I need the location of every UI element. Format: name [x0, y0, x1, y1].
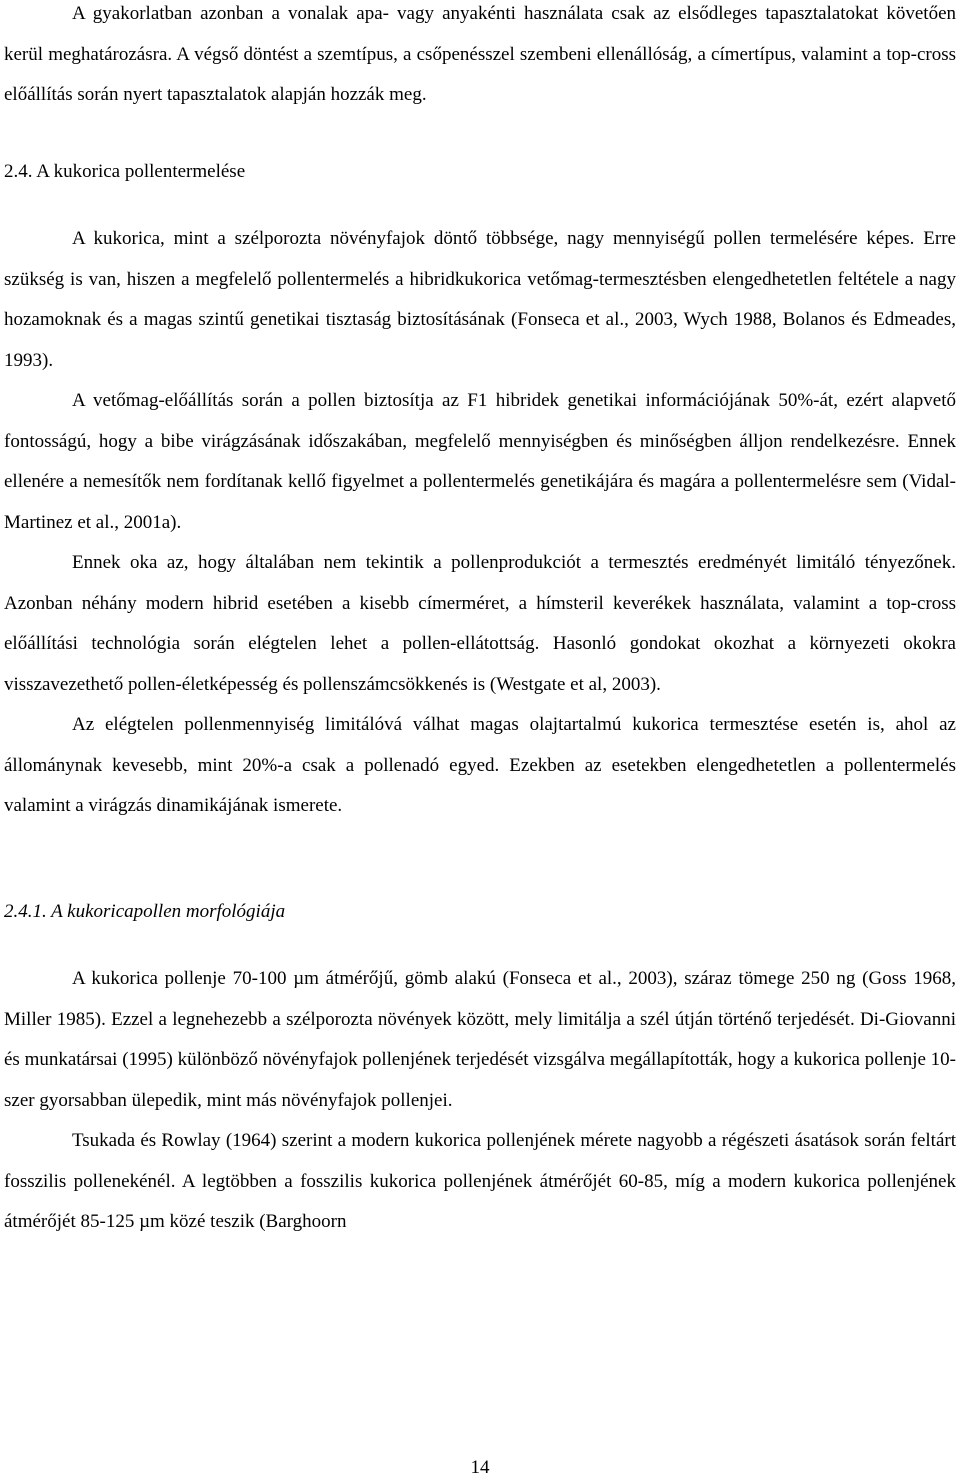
- paragraph-2-4-1-1: A kukorica pollenje 70-100 µm átmérőjű, gömb alakú (Fonseca et al., 2003), száraz tömege 250 ng (Goss 1968, Miller 1985). Ezzel a legnehezebb a szélporozta növények között, mely limitálja a szél útján történő terjedését. Di-Giovanni és munkatársai (1995) különböző növényfajok pollenjének terjedését vizsgálva megállapították, hogy a kukorica pollenje 10-szer gyorsabban ülepedik, mint más növényfajok pollenjei.: [4, 968, 956, 1111]
- page-number: 14: [470, 1457, 490, 1478]
- paragraph-2-4-2: A vetőmag-előállítás során a pollen biztosítja az F1 hibridek genetikai információjának 50%-át, ezért alapvető fontosságú, hogy a bibe virágzásának időszakában, megfelelő mennyiségben és minőségben álljon rendelkezésre. Ennek ellenére a nemesítők nem fordítanak kellő figyelmet a pollentermelés genetikájára és magára a pollentermelésre sem (Vidal-Martinez et al., 2001a).: [4, 390, 956, 533]
- section-heading-2-4: 2.4. A kukorica pollentermelése: [4, 160, 246, 182]
- paragraph-2-4-1: A kukorica, mint a szélporozta növényfajok döntő többsége, nagy mennyiségű pollen termelésére képes. Erre szükség is van, hiszen a megfelelő pollentermelés a hibridkukorica vetőmag-termesztésben elengedhetetlen feltétele a nagy hozamoknak és a magas szintű genetikai tisztaság biztosításának (Fonseca et al., 2003, Wych 1988, Bolanos és Edmeades, 1993).: [4, 228, 956, 371]
- paragraph-2-4-4: Az elégtelen pollenmennyiség limitálóvá válhat magas olajtartalmú kukorica termesztése esetén is, ahol az állománynak kevesebb, mint 20%-a csak a pollenadó egyed. Ezekben az esetekben elengedhetetlen a pollentermelés valamint a virágzás dinamikájának ismerete.: [4, 714, 956, 816]
- paragraph-2-4-1-2: Tsukada és Rowlay (1964) szerint a modern kukorica pollenjének mérete nagyobb a régészeti ásatások során feltárt fosszilis pollenekénél. A legtöbben a fosszilis kukorica pollenjének átmérőjét 60-85, míg a modern kukorica pollenjének átmérőjét 85-125 µm közé teszik (Barghoorn: [4, 1130, 956, 1232]
- document-page: [4, 0, 956, 1243]
- paragraph-intro: A gyakorlatban azonban a vonalak apa- vagy anyakénti használata csak az elsődleges tapasztalatokat követően kerül meghatározásra. A végső döntést a szemtípus, a csőpenésszel szembeni ellenállóság, a címertípus, valamint a top-cross előállítás során nyert tapasztalatok alapján hozzák meg.: [4, 3, 956, 105]
- paragraph-2-4-3: Ennek oka az, hogy általában nem tekintik a pollenprodukciót a termesztés eredményét limitáló tényezőnek. Azonban néhány modern hibrid esetében a kisebb címerméret, a hímsteril keverékek használata, valamint a top-cross előállítási technológia során elégtelen lehet a pollen-ellátottság. Hasonló gondokat okozhat a környezeti okokra visszavezethető pollen-életképesség és pollenszámcsökkenés is (Westgate et al, 2003).: [4, 552, 956, 695]
- section-heading-2-4-1: 2.4.1. A kukoricapollen morfológiája: [4, 900, 286, 922]
